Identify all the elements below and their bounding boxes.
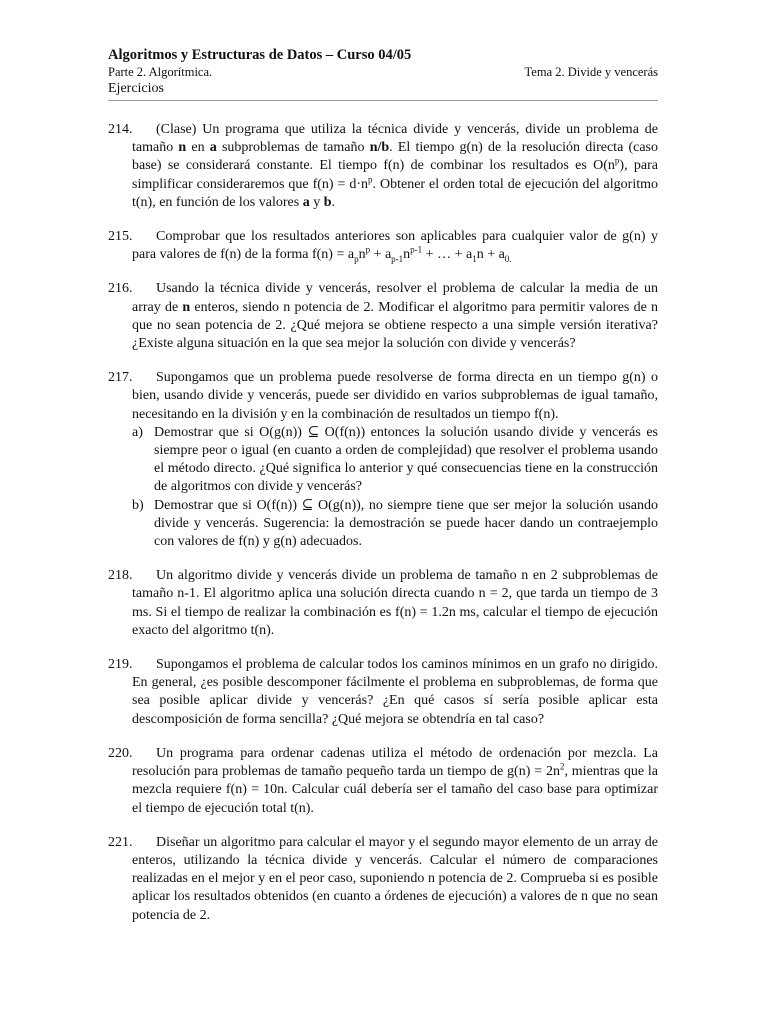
exercise-text xyxy=(108,228,658,264)
exercise-text xyxy=(108,280,658,353)
exercise-number: 214. xyxy=(108,122,133,137)
text-run: en xyxy=(186,140,210,156)
text-run: . Obtener el orden total de ejecución del algoritmo t(n), en función de los valores xyxy=(132,176,658,210)
text-run: n xyxy=(358,247,366,263)
exercise-text xyxy=(108,567,658,640)
text-run: , mientras que la mezcla requiere f(n) = 10n. Calcular cuál debería ser el tamaño del caso base para optimizar el tiempo de ejecución total t(n). xyxy=(132,764,658,816)
topic-label: Tema 2. Divide y vencerás xyxy=(524,65,658,79)
exercise-number: 219. xyxy=(108,657,133,673)
exercise-number: 217. xyxy=(108,370,133,386)
text-run: n xyxy=(178,140,187,156)
text-run: Diseñar un algoritmo para calcular el mayor y el segundo mayor elemento de un array de enteros, utilizando la técnica divide y vencerás. Calcular el número de comparaciones realizadas en el mejor y en el peor caso, suponiendo n potencia de 2. Comprueba si es posible aplicar los resultados obtenidos (en cuanto a órdenes de ejecución) a valores de n que no sean potencia de 2. xyxy=(132,834,658,923)
text-run: p xyxy=(354,254,359,265)
text-run: Un algoritmo divide y vencerás divide un problema de tamaño n en 2 subproblemas de tamaño n-1. El algoritmo aplica una solución directa cuando n = 2, que tarda un tiempo de 3 ms. Si el tiempo de realizar la combinación es f(n) = 1.2n ms, calcular el tiempo de ejecución exacto del algoritmo t(n). xyxy=(132,568,658,638)
text-run: subproblemas de tamaño xyxy=(216,140,370,156)
section-title: Ejercicios xyxy=(108,80,658,101)
text-run: (Clase) Un programa que utiliza la técnica divide y vencerás, divide un problema de tamaño xyxy=(132,122,658,156)
text-run: + a xyxy=(370,247,392,263)
text-run: p xyxy=(365,244,371,255)
text-run: Un programa para ordenar cadenas utiliza el método de ordenación por mezcla. La resolución para problemas de tamaño pequeño tarda un tiempo de g(n) = 2n xyxy=(132,745,658,780)
text-run: ), para simplificar consideraremos que f(n) = d·n xyxy=(132,158,658,192)
text-run: a xyxy=(302,194,310,210)
exercise-item xyxy=(108,280,658,353)
exercise-item xyxy=(108,228,658,264)
text-run: + … + a xyxy=(422,247,473,263)
text-run: . El tiempo g(n) de la resolución directa (caso base) se considerará constante. El tiempo f(n) de combinar los resultados es O(n xyxy=(132,140,659,174)
subitem-letter: b) xyxy=(132,497,144,513)
text-run: y xyxy=(309,194,324,210)
subitem xyxy=(108,497,658,552)
subitem-letter: a) xyxy=(132,424,143,440)
text-run: b xyxy=(323,194,332,210)
exercise-text xyxy=(108,745,658,818)
text-run: 0. xyxy=(504,254,512,265)
subitem xyxy=(108,424,658,497)
subitem-text: Demostrar que si O(f(n)) ⊆ O(g(n)), no siempre tiene que ser mejor la solución usando divide y vencerás. Sugerencia: la demostración se puede hacer dando un contraejemplo con valores de f(n) y g(n) adecuados. xyxy=(154,497,658,550)
header-row xyxy=(108,64,658,80)
exercise-number: 220. xyxy=(108,745,133,761)
text-run: . xyxy=(331,194,335,210)
exercise-item xyxy=(108,121,658,212)
text-run: Comprobar que los resultados anteriores son aplicables para cualquier valor de g(n) y para valores de f(n) de la forma f(n) = a xyxy=(132,229,658,263)
subitem-text: Demostrar que si O(g(n)) ⊆ O(f(n)) entonces la solución usando divide y vencerás es siempre peor o igual (en cuanto a orden de complejidad) que resolver el problema usando el método directo. ¿Qué significa lo anterior y qué consecuencias tiene en la construcción de algoritmos con divide y vencerás? xyxy=(154,424,658,495)
course-title: Algoritmos y Estructuras de Datos – Curso 04/05 xyxy=(108,47,412,63)
text-run: 2 xyxy=(559,761,565,772)
exercise-number: 218. xyxy=(108,568,133,584)
text-run: n xyxy=(182,299,191,315)
text-run: Usando la técnica divide y vencerás, resolver el problema de calcular la media de un array de xyxy=(132,281,658,315)
exercise-number: 221. xyxy=(108,834,133,850)
exercise-text xyxy=(108,656,658,729)
text-run: p-1 xyxy=(391,254,404,265)
part-label: Parte 2. Algorítmica. xyxy=(108,65,213,79)
exercise-number: 215. xyxy=(108,229,133,245)
text-run: n/b xyxy=(369,140,390,156)
text-run: Supongamos el problema de calcular todos los caminos mínimos en un grafo no dirigido. En general, ¿es posible descomponer fácilmente el problema en subproblemas, de forma que sea posible aplicar divide y vencerás? ¿En qué casos sí sería posible aplicar esta descomposición de forma sencilla? ¿Qué mejora se obtendría en tal caso? xyxy=(132,657,658,727)
exercise-item xyxy=(108,656,658,729)
exercise-number: 216. xyxy=(108,281,133,297)
text-run: p-1 xyxy=(410,244,423,255)
text-run: n xyxy=(403,247,411,263)
page-header xyxy=(108,46,658,101)
exercise-item xyxy=(108,834,658,925)
text-run: 1 xyxy=(472,254,477,265)
exercise-item xyxy=(108,567,658,640)
exercise-item xyxy=(108,369,658,551)
text-run: enteros, siendo n potencia de 2. Modificar el algoritmo para permitir valores de n que no sean potencia de 2. ¿Qué mejora se obtiene respecto a una simple versión iterativa? ¿Existe alguna situación en la que sea mejor la solución con divide y vencerás? xyxy=(132,299,658,352)
exercise-item xyxy=(108,745,658,818)
exercise-text xyxy=(108,834,658,925)
text-run: p xyxy=(368,173,373,184)
text-run: Supongamos que un problema puede resolverse de forma directa en un tiempo g(n) o bien, usando divide y vencerás, puede ser dividido en varios subproblemas de igual tamaño, necesitando en la división y en la combinación de resultados un tiempo f(n). xyxy=(132,370,658,422)
text-run: a xyxy=(209,140,217,156)
text-run: n + a xyxy=(476,247,505,263)
exercise-list xyxy=(108,121,658,941)
exercise-text xyxy=(108,121,658,212)
text-run: p xyxy=(614,155,620,166)
exercise-text xyxy=(108,369,658,424)
